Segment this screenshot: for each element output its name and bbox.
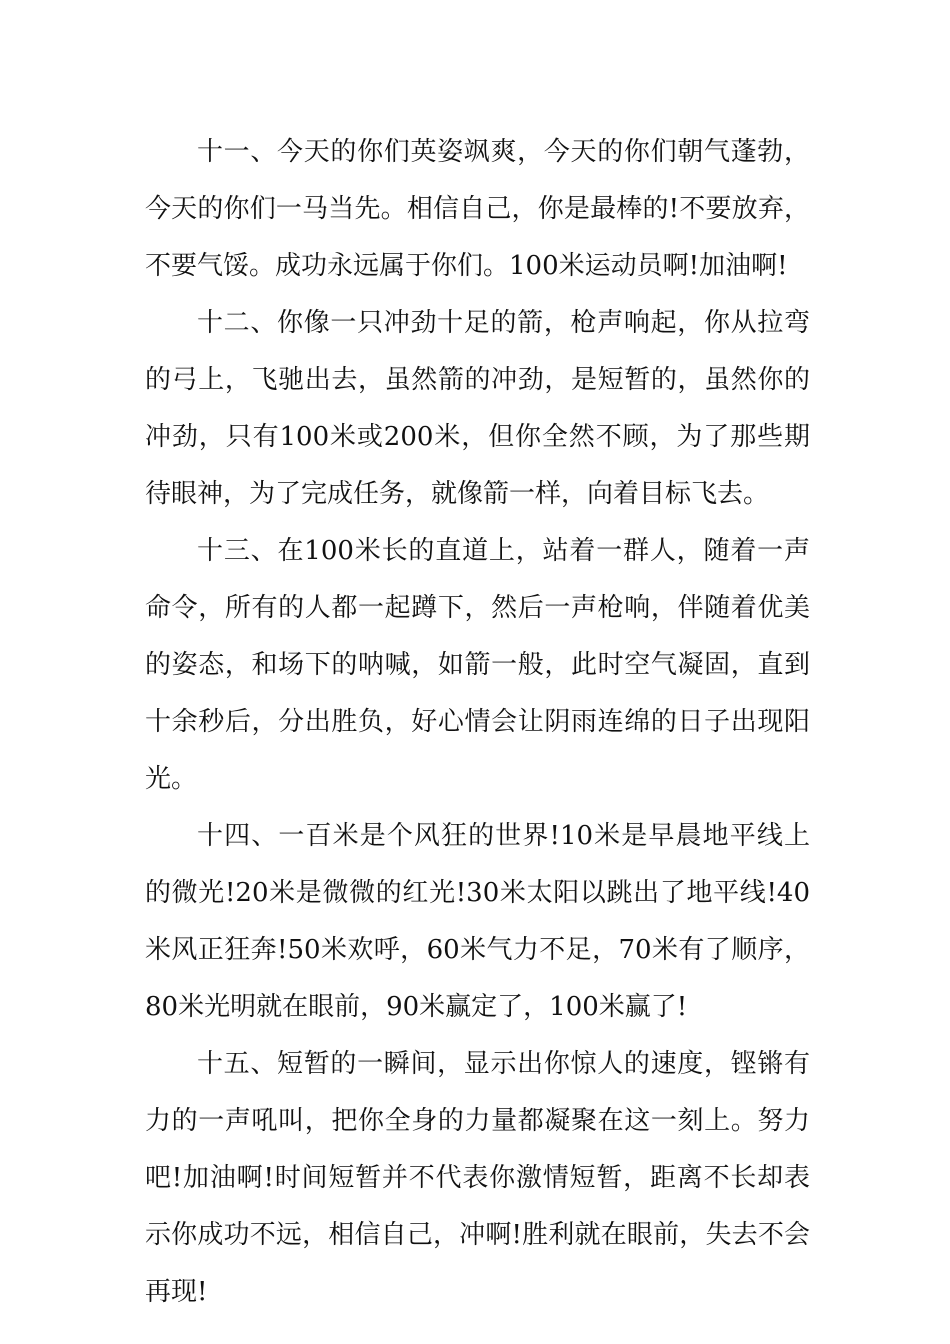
paragraph-15: 十五、短暂的一瞬间，显示出你惊人的速度，铿锵有力的一声吼叫，把你全身的力量都凝聚在这一刻上。努力吧!加油啊!时间短暂并不代表你激情短暂，距离不长却表示你成功不远，相信自己，冲啊!胜利就在眼前，失去不会再现! bbox=[145, 1049, 810, 1307]
document-body bbox=[145, 124, 810, 1321]
paragraph-11: 十一、今天的你们英姿飒爽，今天的你们朝气蓬勃，今天的你们一马当先。相信自己，你是最棒的!不要放弃，不要气馁。成功永远属于你们。100米运动员啊!加油啊! bbox=[145, 137, 810, 281]
paragraph-13: 十三、在100米长的直道上，站着一群人，随着一声命令，所有的人都一起蹲下，然后一声枪响，伴随着优美的姿态，和场下的呐喊，如箭一般，此时空气凝固，直到十余秒后，分出胜负，好心情会让阴雨连绵的日子出现阳光。 bbox=[145, 536, 810, 794]
paragraph-14: 十四、一百米是个风狂的世界!10米是早晨地平线上的微光!20米是微微的红光!30米太阳以跳出了地平线!40米风正狂奔!50米欢呼，60米气力不足，70米有了顺序，80米光明就在眼前，90米赢定了，100米赢了! bbox=[145, 821, 810, 1022]
paragraph-12: 十二、你像一只冲劲十足的箭，枪声响起，你从拉弯的弓上，飞驰出去，虽然箭的冲劲，是短暂的，虽然你的冲劲，只有100米或200米，但你全然不顾，为了那些期待眼神，为了完成任务，就像箭一样，向着目标飞去。 bbox=[145, 308, 810, 509]
